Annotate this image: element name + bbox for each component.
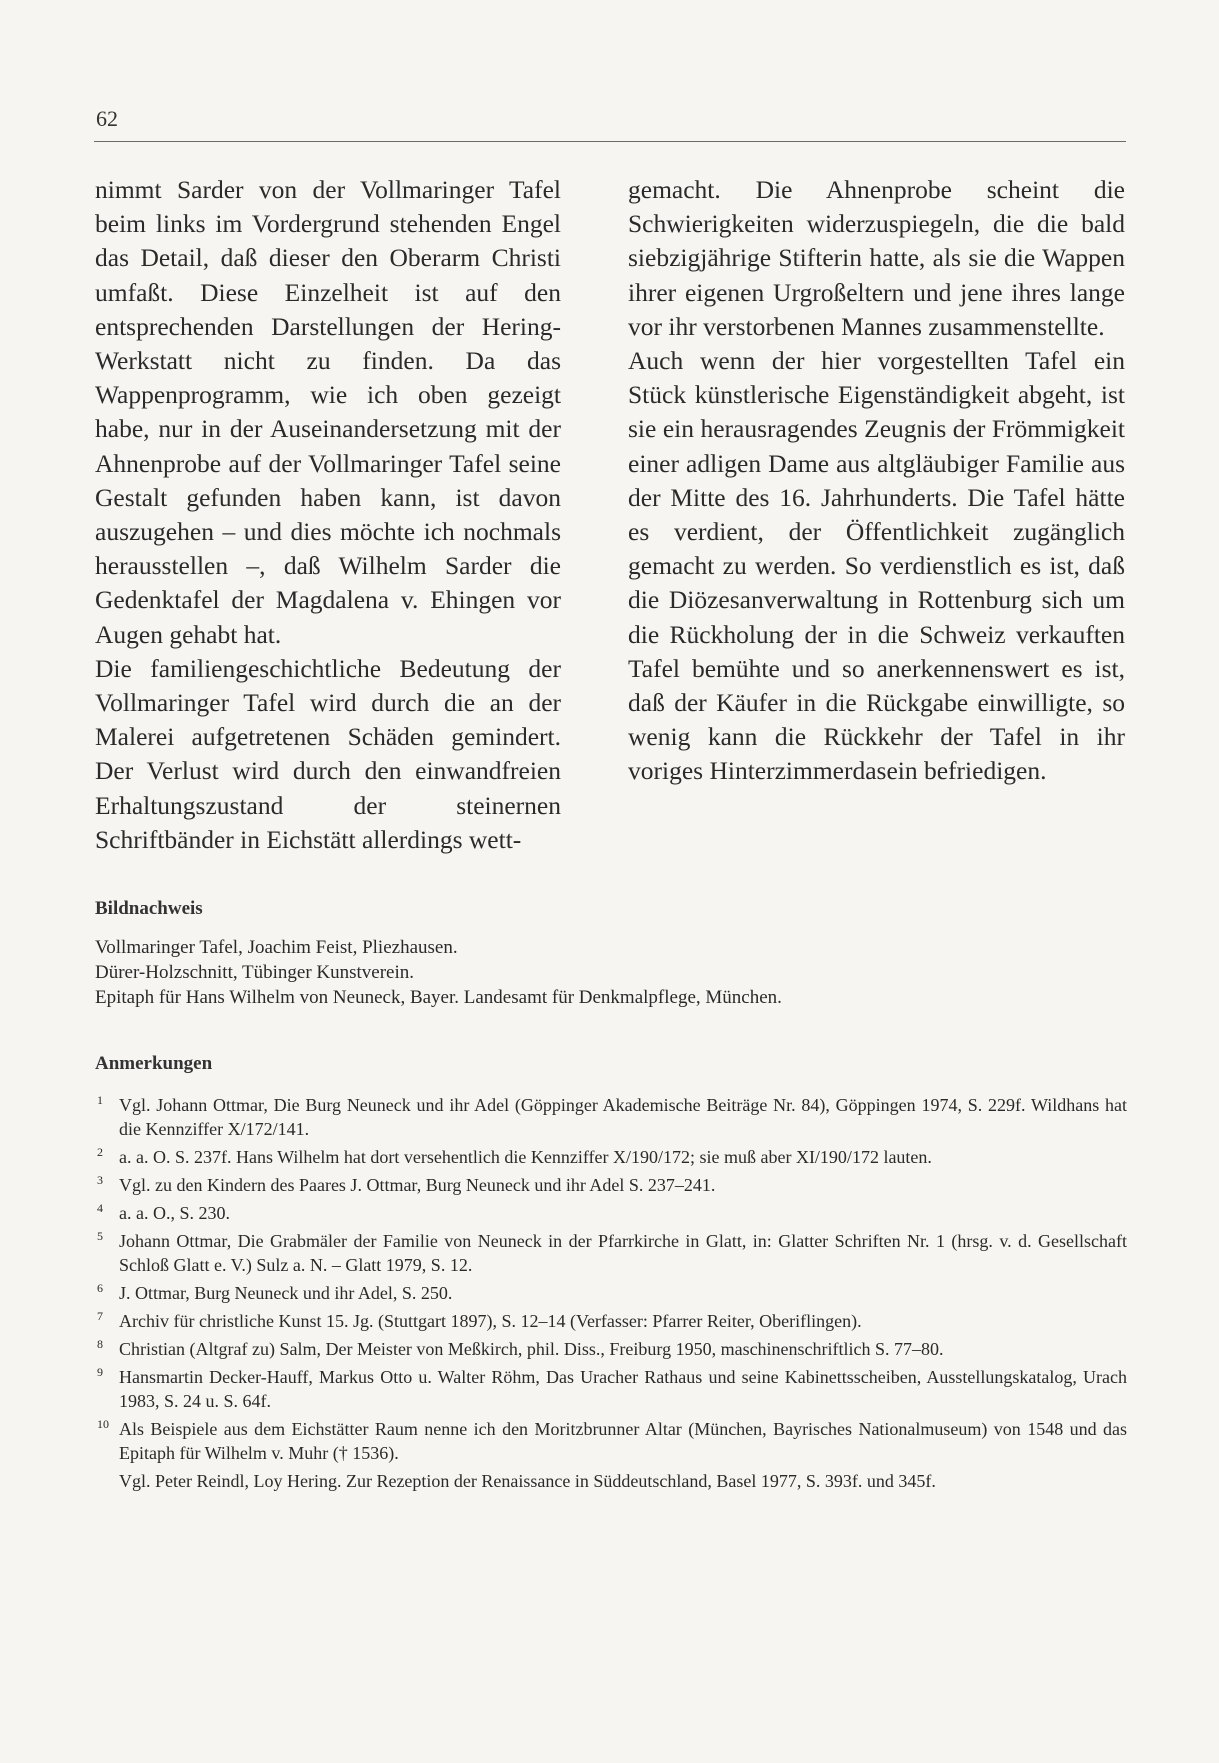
page-number: 62 [96, 106, 118, 131]
footnote [95, 1229, 1127, 1277]
body-column-right [628, 173, 1125, 789]
footnote-text: J. Ottmar, Burg Neuneck und ihr Adel, S. 250. [119, 1283, 453, 1303]
footnote-number: 1 [97, 1093, 103, 1107]
body-paragraph: nimmt Sarder von der Vollmaringer Tafel beim links im Vordergrund stehenden Engel das Detail, daß dieser den Oberarm Christi umfaßt. Diese Einzelheit ist auf den entsprechenden Darstellungen der Hering-Werkstatt nicht zu finden. Da das Wappenprogramm, wie ich oben gezeigt habe, nur in der Auseinandersetzung mit der Ahnenprobe auf der Vollmaringer Tafel seine Gestalt gefunden haben kann, ist davon auszugehen – und dies möchte ich nochmals herausstellen –, daß Wilhelm Sarder die Gedenktafel der Magdalena v. Ehingen vor Augen gehabt hat. [95, 175, 561, 649]
footnote-text: Vgl. Peter Reindl, Loy Hering. Zur Rezeption der Renaissance in Süddeutschland, Basel 1977, S. 393f. und 345f. [119, 1471, 936, 1491]
footnote-number: 3 [97, 1173, 103, 1187]
footnote-text: Vgl. Johann Ottmar, Die Burg Neuneck und ihr Adel (Göppinger Akademische Beiträge Nr. 84), Göppingen 1974, S. 229f. Wildhans hat die Kennziffer X/172/141. [119, 1095, 1127, 1139]
body-paragraph: gemacht. Die Ahnenprobe scheint die Schwierigkeiten widerzuspiegeln, die die bald siebzigjährige Stifterin hatte, als sie die Wappen ihrer eigenen Urgroßeltern und jene ihres lange vor ihr verstorbenen Mannes zusammenstellte. [628, 175, 1125, 341]
footnote-number: 8 [97, 1337, 103, 1351]
footnote-number: 4 [97, 1201, 103, 1215]
image-credits [95, 935, 782, 1010]
footnote-number: 10 [97, 1417, 109, 1431]
footnote-number: 6 [97, 1281, 103, 1295]
footnote [95, 1469, 1127, 1493]
footnote [95, 1337, 1127, 1361]
body-paragraph: Die familiengeschichtliche Bedeutung der Vollmaringer Tafel wird durch die an der Malerei aufgetretenen Schäden gemindert. Der Verlust wird durch den einwandfreien Erhaltungszustand der steinernen Schriftbänder in Eichstätt allerdings wett- [95, 653, 561, 854]
footnote-text: Vgl. zu den Kindern des Paares J. Ottmar, Burg Neuneck und ihr Adel S. 237–241. [119, 1175, 716, 1195]
footnote-text: Christian (Altgraf zu) Salm, Der Meister von Meßkirch, phil. Diss., Freiburg 1950, maschinenschriftlich S. 77–80. [119, 1339, 944, 1359]
footnotes-list [95, 1093, 1127, 1497]
footnote-number: 2 [97, 1145, 103, 1159]
credit-line: Vollmaringer Tafel, Joachim Feist, Pliezhausen. [95, 937, 458, 958]
credit-line: Epitaph für Hans Wilhelm von Neuneck, Bayer. Landesamt für Denkmalpflege, München. [95, 987, 782, 1008]
footnote [95, 1281, 1127, 1305]
bildnachweis-heading: Bildnachweis [95, 898, 203, 919]
footnote [95, 1365, 1127, 1413]
credit-line: Dürer-Holzschnitt, Tübinger Kunstverein. [95, 962, 415, 983]
anmerkungen-heading: Anmerkungen [95, 1053, 213, 1074]
header-rule [94, 141, 1126, 142]
footnote-number: 9 [97, 1365, 103, 1379]
footnote-text: a. a. O. S. 237f. Hans Wilhelm hat dort versehentlich die Kennziffer X/190/172; sie muß aber XI/190/172 lauten. [119, 1147, 932, 1167]
footnote-text: Hansmartin Decker-Hauff, Markus Otto u. Walter Röhm, Das Uracher Rathaus und seine Kabinettsscheiben, Ausstellungskatalog, Urach 1983, S. 24 u. S. 64f. [119, 1367, 1127, 1411]
body-column-left [95, 173, 561, 857]
footnote-number: 7 [97, 1309, 103, 1323]
footnote-text: Als Beispiele aus dem Eichstätter Raum nenne ich den Moritzbrunner Altar (München, Bayrisches Nationalmuseum) von 1548 und das Epitaph für Wilhelm v. Muhr († 1536). [119, 1419, 1127, 1463]
footnote-text: a. a. O., S. 230. [119, 1203, 230, 1223]
footnote-text: Johann Ottmar, Die Grabmäler der Familie von Neuneck in der Pfarrkirche in Glatt, in: Glatter Schriften Nr. 1 (hrsg. v. d. Gesellschaft Schloß Glatt e. V.) Sulz a. N. – Glatt 1979, S. 12. [119, 1231, 1127, 1275]
footnote-number: 5 [97, 1229, 103, 1243]
footnote [95, 1309, 1127, 1333]
body-paragraph: Auch wenn der hier vorgestellten Tafel ein Stück künstlerische Eigenständigkeit abgeht, ist sie ein herausragendes Zeugnis der Frömmigkeit einer adligen Dame aus altgläubiger Familie aus der Mitte des 16. Jahrhunderts. Die Tafel hätte es verdient, der Öffentlichkeit zugänglich gemacht zu werden. So verdienstlich es ist, daß die Diözesanverwaltung in Rottenburg sich um die Rückholung der in die Schweiz verkauften Tafel bemühte und so anerkennenswert es ist, daß der Käufer in die Rückgabe einwilligte, so wenig kann die Rückkehr der Tafel in ihr voriges Hinterzimmerdasein befriedigen. [628, 346, 1125, 786]
footnote [95, 1173, 1127, 1197]
footnote [95, 1093, 1127, 1141]
footnote [95, 1145, 1127, 1169]
footnote [95, 1201, 1127, 1225]
footnote [95, 1417, 1127, 1465]
footnote-text: Archiv für christliche Kunst 15. Jg. (Stuttgart 1897), S. 12–14 (Verfasser: Pfarrer Reiter, Oberiflingen). [119, 1311, 862, 1331]
